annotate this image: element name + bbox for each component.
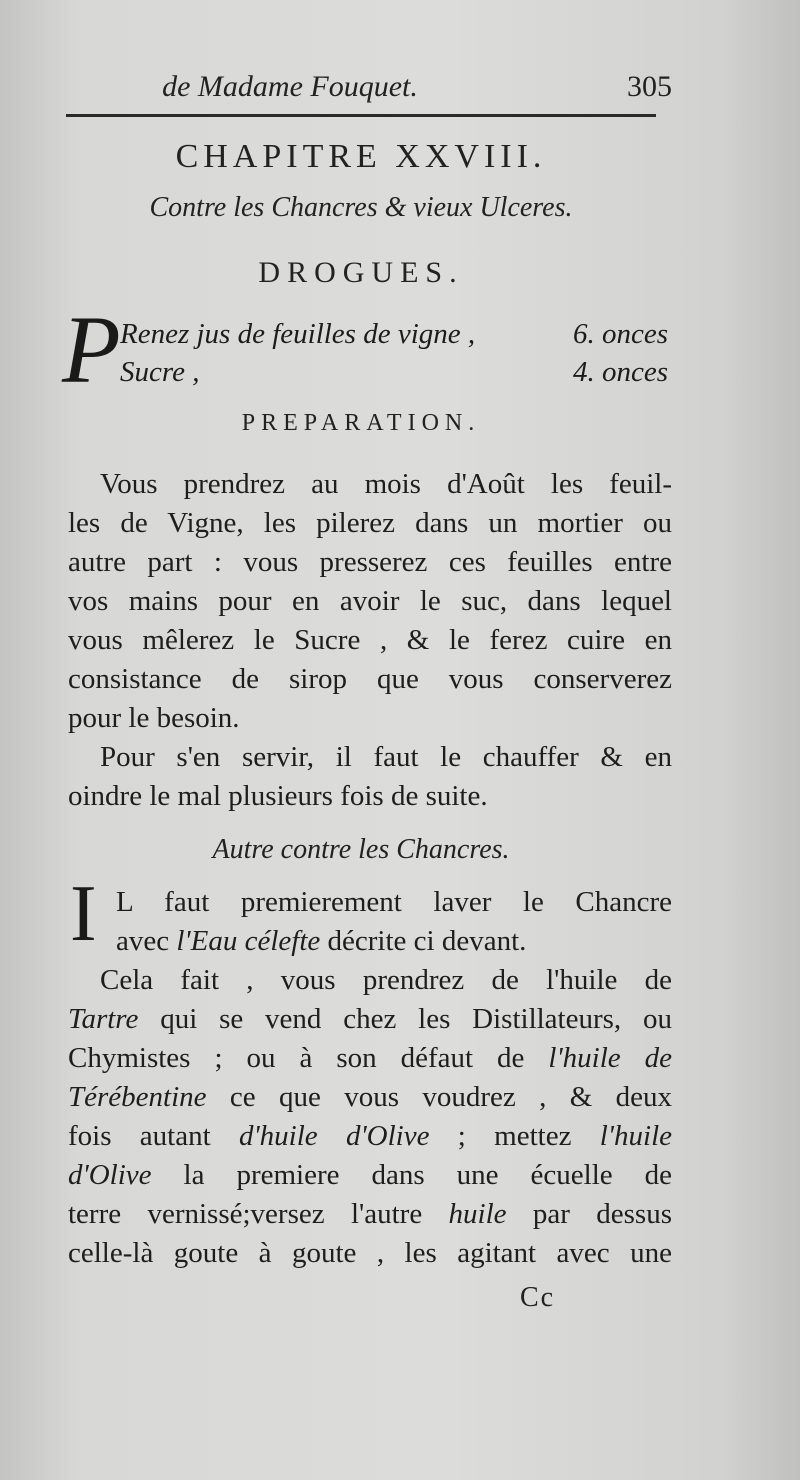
- text-line: d'Olive la premiere dans une écuelle de: [68, 1159, 672, 1191]
- section-heading: Autre contre les Chancres.: [212, 834, 510, 865]
- chapter-title: CHAPITRE XXVIII.: [175, 138, 547, 175]
- text-line: les de Vigne, les pilerez dans un mortier ou: [68, 507, 672, 539]
- text-line: Vous prendrez au mois d'Août les feuil-: [100, 468, 672, 500]
- ingredient-quantity: 4. onces: [572, 356, 668, 388]
- text-line: Pour s'en servir, il faut le chauffer & en: [100, 741, 672, 773]
- drop-cap-p: P: [62, 296, 121, 403]
- text-line: Chymistes ; ou à son défaut de l'huile de: [68, 1042, 672, 1074]
- text-line: celle-là goute à goute , les agitant avec une: [68, 1237, 672, 1269]
- text-line: Térébentine ce que vous voudrez , & deux: [68, 1081, 672, 1113]
- signature-mark: Cc: [520, 1282, 556, 1313]
- ingredient-line: [120, 318, 668, 354]
- text-line: autre part : vous presserez ces feuilles entre: [68, 546, 672, 578]
- preparation-heading: PREPARATION.: [241, 410, 481, 436]
- running-header: de Madame Fouquet.: [162, 70, 418, 103]
- ingredient-name: Sucre ,: [120, 356, 200, 388]
- ingredient-quantity: 6. onces: [572, 318, 668, 350]
- ingredient-line: [120, 356, 668, 392]
- text-line: terre vernissé;versez l'autre huile par dessus: [68, 1198, 672, 1230]
- header-rule: [66, 114, 656, 117]
- text-line: vos mains pour en avoir le suc, dans lequel: [68, 585, 672, 617]
- text-line: oindre le mal plusieurs fois de suite.: [68, 780, 488, 812]
- text-line: avec l'Eau célefte décrite ci devant.: [116, 925, 527, 957]
- text-line: pour le besoin.: [68, 702, 240, 734]
- text-line: fois autant d'huile d'Olive ; mettez l'huile: [68, 1120, 672, 1152]
- text-line: Cela fait , vous prendrez de l'huile de: [100, 964, 672, 996]
- drogues-heading: DROGUES.: [258, 256, 464, 289]
- text-line: vous mêlerez le Sucre , & le ferez cuire en: [68, 624, 672, 656]
- drop-cap-i: I: [70, 870, 97, 958]
- page-number: 305: [627, 70, 672, 103]
- chapter-subtitle: Contre les Chancres & vieux Ulceres.: [149, 192, 573, 223]
- text-line: L faut premierement laver le Chancre: [116, 886, 672, 918]
- ingredient-name: Renez jus de feuilles de vigne ,: [120, 318, 476, 350]
- text-line: consistance de sirop que vous conserverez: [68, 663, 672, 695]
- text-line: Tartre qui se vend chez les Distillateurs, ou: [68, 1003, 672, 1035]
